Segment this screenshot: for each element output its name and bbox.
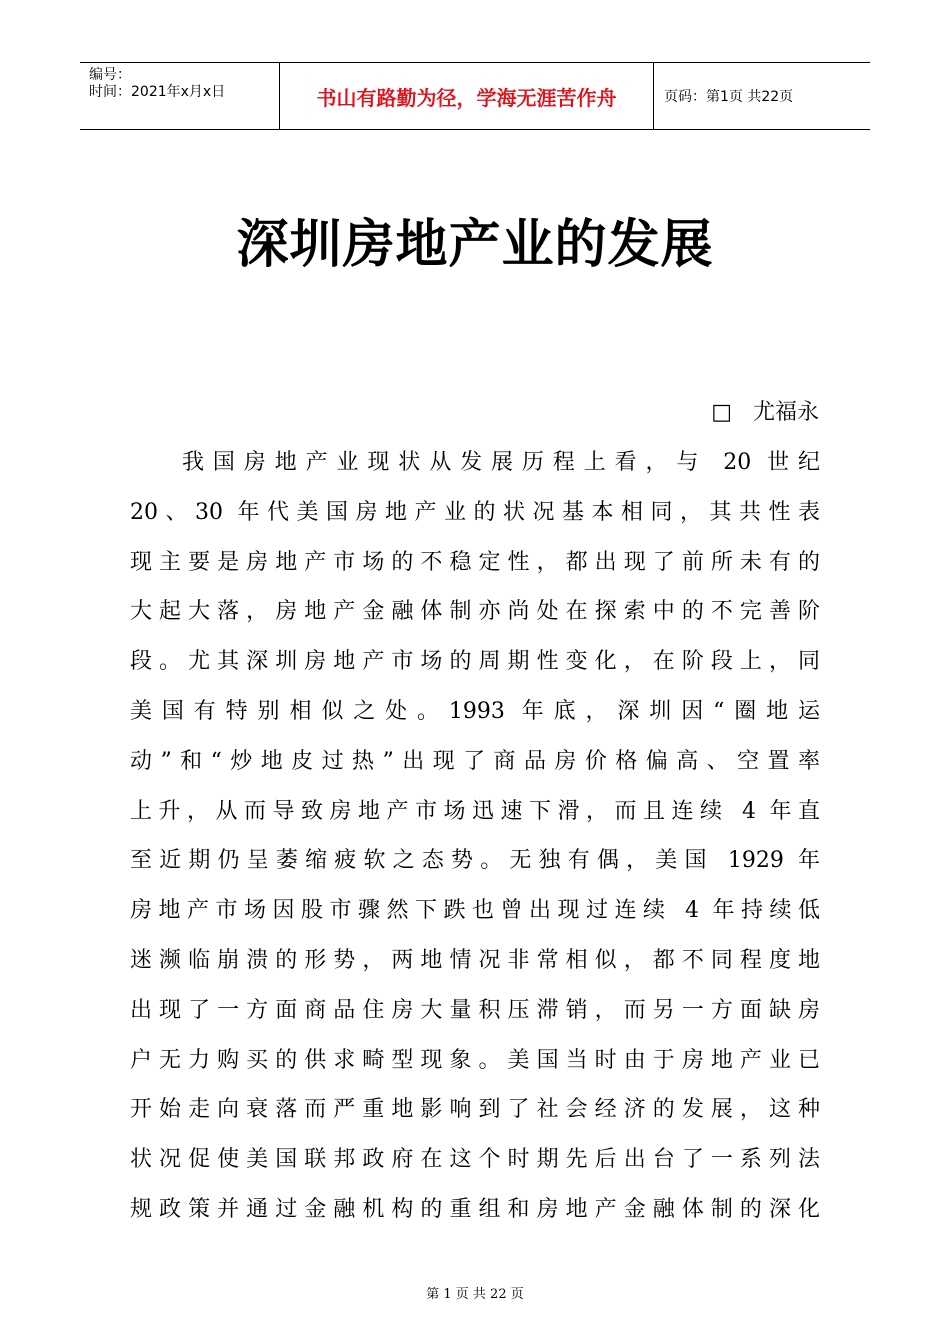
page-footer: 第 1 页 共 22 页	[426, 1287, 524, 1302]
body-line: 户无力购买的供求畸型现象。美国当时由于房地产业已	[130, 1047, 820, 1073]
body-line: 房地产市场因股市骤然下跌也曾出现过连续 4 年持续低	[130, 898, 820, 924]
body-line: 大起大落，房地产金融体制亦尚处在探索中的不完善阶	[130, 599, 820, 625]
body-line: 20、30 年代美国房地产业的状况基本相同，其共性表	[130, 499, 820, 525]
document-title: 深圳房地产业的发展	[236, 215, 714, 275]
document-header	[80, 62, 870, 130]
body-line: 状况促使美国联邦政府在这个时期先后出台了一系列法	[130, 1147, 820, 1173]
body-line: 动”和“炒地皮过热”出现了商品房价格偏高、空置率	[130, 748, 820, 774]
body-line: 我国房地产业现状从发展历程上看，与 20 世纪	[182, 450, 820, 475]
header-motto: 书山有路勤为径，学海无涯苦作舟	[280, 63, 654, 129]
body-line: 出现了一方面商品住房大量积压滞销，而另一方面缺房	[130, 997, 820, 1023]
header-page-info: 页码：第1页 共22页	[664, 89, 794, 105]
date-label: 时间：2021年x月x日	[89, 84, 226, 100]
body-line: 段。尤其深圳房地产市场的周期性变化，在阶段上，同	[130, 649, 820, 675]
header-meta	[80, 63, 280, 129]
body-line: 迷濒临崩溃的形势，两地情况非常相似，都不同程度地	[130, 947, 820, 973]
serial-number-label: 编号：	[89, 67, 131, 83]
body-line: 现主要是房地产市场的不稳定性，都出现了前所未有的	[130, 549, 820, 575]
body-line: 规政策并通过金融机构的重组和房地产金融体制的深化	[130, 1196, 820, 1222]
body-line: 美国有特别相似之处。1993 年底，深圳因“圈地运	[130, 698, 820, 724]
body-line: 上升，从而导致房地产市场迅速下滑，而且连续 4 年直	[130, 798, 820, 824]
body-line: 至近期仍呈萎缩疲软之态势。无独有偶，美国 1929 年	[130, 848, 820, 874]
author-line: □ 尤福永	[711, 400, 819, 425]
body-paragraph	[130, 438, 820, 1235]
body-line: 开始走向衰落而严重地影响到了社会经济的发展，这种	[130, 1097, 820, 1123]
